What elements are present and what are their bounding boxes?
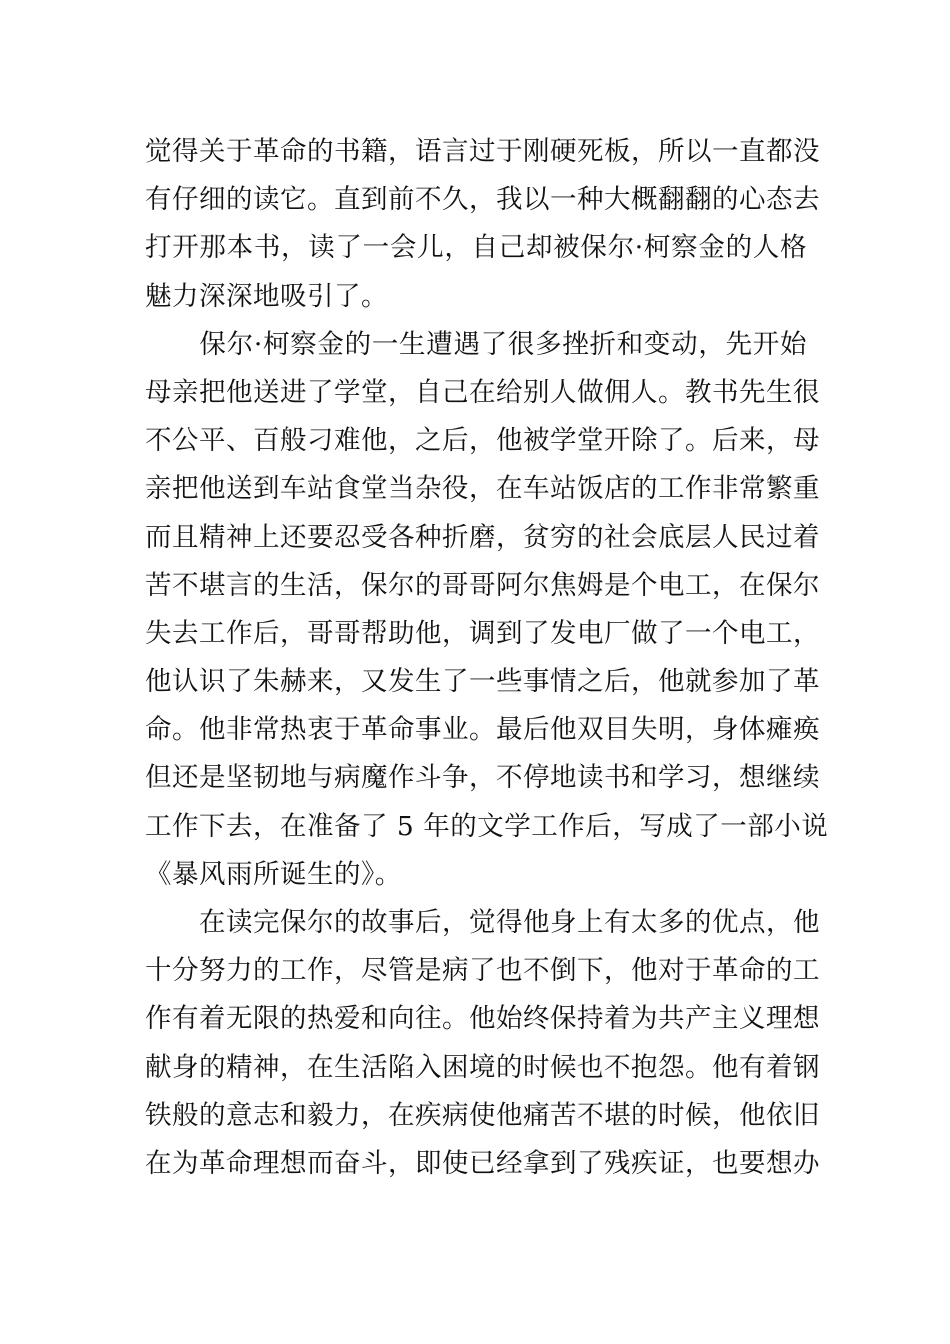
text-line: 打开那本书，读了一会儿，自己却被保尔·柯察金的人格	[145, 232, 807, 264]
text-line: 觉得关于革命的书籍，语言过于刚硬死板，所以一直都没	[145, 136, 820, 167]
text-line: 母亲把他送进了学堂，自己在给别人做佣人。教书先生很	[145, 376, 820, 408]
text-line: 十分努力的工作，尽管是病了也不倒下，他对于革命的工	[145, 955, 820, 987]
text-line: 他认识了朱赫来，又发生了一些事情之后，他就参加了革	[145, 666, 820, 698]
text-line: 魅力深深地吸引了。	[145, 280, 388, 312]
text-line: 献身的精神，在生活陷入困境的时候也不抱怨。他有着钢	[145, 1051, 820, 1083]
text-line: 命。他非常热衷于革命事业。最后他双目失明，身体瘫痪	[145, 714, 820, 746]
text-line: 在为革命理想而奋斗，即使已经拿到了残疾证，也要想办	[145, 1147, 820, 1179]
text-line: 苦不堪言的生活，保尔的哥哥阿尔焦姆是个电工，在保尔	[145, 569, 820, 601]
text-line: 失去工作后，哥哥帮助他，调到了发电厂做了一个电工，	[145, 617, 820, 649]
text-line: 在读完保尔的故事后，觉得他身上有太多的优点，他	[145, 907, 820, 938]
text-line: 而且精神上还要忍受各种折磨，贫穷的社会底层人民过着	[145, 521, 820, 553]
body-text	[145, 128, 829, 1188]
text-line: 作有着无限的热爱和向往。他始终保持着为共产主义理想	[145, 1003, 820, 1035]
text-line: 工作下去，在准备了 5 年的文学工作后，写成了一部小说	[145, 810, 829, 842]
text-line: 保尔·柯察金的一生遭遇了很多挫折和变动，先开始	[145, 328, 807, 360]
text-line: 亲把他送到车站食堂当杂役，在车站饭店的工作非常繁重	[145, 473, 820, 505]
text-line: 有仔细的读它。直到前不久，我以一种大概翻翻的心态去	[145, 184, 820, 216]
text-line: 不公平、百般刁难他，之后，他被学堂开除了。后来，母	[145, 425, 820, 457]
text-line: 铁般的意志和毅力，在疾病使他痛苦不堪的时候，他依旧	[145, 1099, 820, 1131]
text-line: 但还是坚韧地与病魔作斗争，不停地读书和学习，想继续	[145, 762, 820, 794]
text-line: 《暴风雨所诞生的》。	[145, 858, 402, 890]
